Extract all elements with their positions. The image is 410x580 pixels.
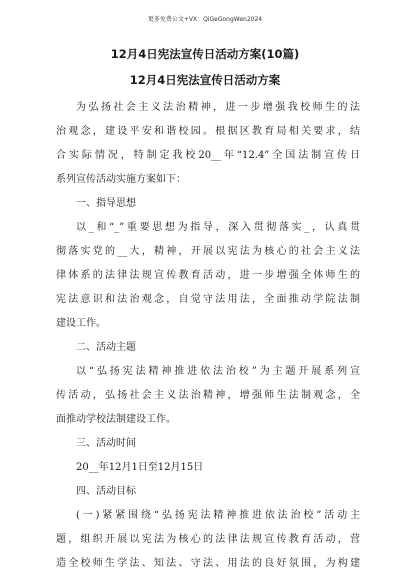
paragraph-line: 以_和“_”重要思想为指导，深入贯彻落实_，认真贯	[76, 222, 360, 233]
paragraph-line: 合实际情况，特制定我校20__年“12.4”全国法制宣传日	[56, 150, 360, 161]
paragraph-line: 以“弘扬宪法精神推进依法治校”为主题开展系列宣	[76, 366, 360, 377]
paragraph-line: 为弘扬社会主义法治精神，进一步增强我校师生的法	[76, 102, 360, 113]
paragraph-line: 宪法意识和法治观念，自觉守法用法，全面推动学院法制	[56, 294, 360, 305]
paragraph-line: 彻落实党的__大，精神，开展以宪法为核心的社会主义法	[56, 246, 360, 257]
paragraph-line: 传活动，弘扬社会主义法治精神，增强师生法制观念，全	[56, 390, 360, 401]
section-heading: 四、活动目标	[76, 486, 136, 497]
section-heading: 一、指导思想	[76, 198, 136, 209]
section-heading: 三、活动时间	[76, 438, 136, 449]
paragraph-line: 题，组织开展以宪法为核心的法律法规宣传教育活动，营	[56, 534, 360, 545]
document-body	[56, 96, 360, 576]
paragraph-line: 建设工作。	[56, 318, 106, 329]
paragraph-line: 律体系的法律法规宣传教育活动，进一步增强全体师生的	[56, 270, 360, 281]
document-subtitle: 12月4日宪法宣传日活动方案	[129, 73, 281, 87]
paragraph-line: 治观念，建设平安和谐校园。根据区教育局相关要求，结	[56, 126, 360, 137]
paragraph-line: (一)紧紧围绕“弘扬宪法精神推进依法治校”活动主	[76, 510, 360, 521]
document-title: 12月4日宪法宣传日活动方案(10篇)	[110, 47, 300, 61]
paragraph-line: 系列宣传活动实施方案如下：	[56, 174, 186, 185]
paragraph-line: 20__年12月1日至12月15日	[76, 462, 204, 473]
paragraph-line: 造全校师生学法、知法、守法、用法的良好氛围，为构建	[56, 558, 360, 569]
section-heading: 二、活动主题	[76, 342, 136, 353]
paragraph-line: 面推动学校法制建设工作。	[56, 414, 176, 425]
watermark-text: 更多免费公文+VX：QiGeGongWen2024	[147, 16, 263, 23]
